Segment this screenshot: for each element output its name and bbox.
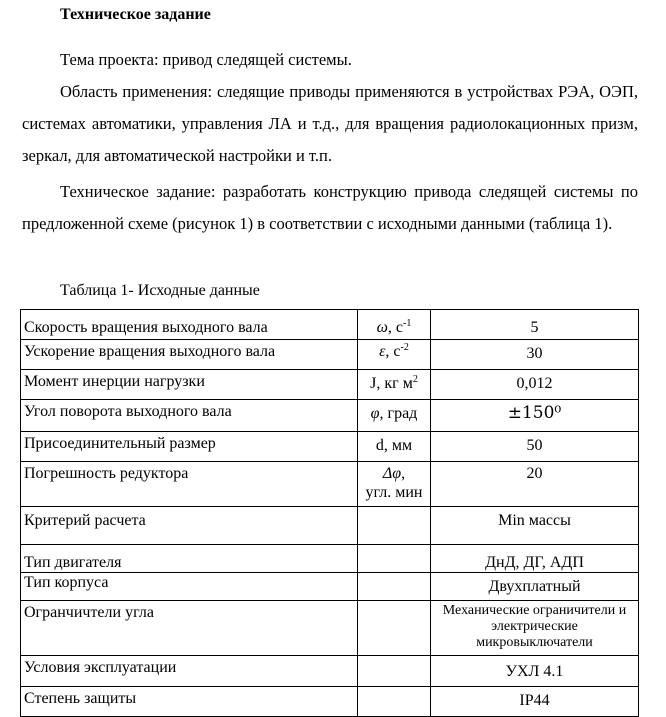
- table-row: [21, 573, 639, 601]
- value-cell: 5: [431, 310, 639, 340]
- document-heading: Техническое задание: [60, 6, 211, 23]
- table-row: [21, 545, 639, 573]
- param-cell: Огранчичтели угла: [21, 601, 358, 656]
- param-cell: Степень защиты: [21, 687, 358, 717]
- unit-cell: Δφ, угл. мин: [358, 462, 431, 507]
- table-row: [21, 400, 639, 432]
- table-row: [21, 687, 639, 717]
- value-cell: 0,012: [431, 370, 639, 400]
- unit-cell: [358, 601, 431, 656]
- param-cell: Ускорение вращения выходного вала: [21, 340, 358, 370]
- value-cell: УХЛ 4.1: [431, 656, 639, 687]
- value-cell: IP44: [431, 687, 639, 717]
- param-cell: Присоединительный размер: [21, 432, 358, 462]
- table-row: [21, 601, 639, 656]
- param-cell: Условия эксплуатации: [21, 656, 358, 687]
- unit-cell: [358, 656, 431, 687]
- unit-cell: [358, 573, 431, 601]
- param-cell: Погрешность редуктора: [21, 462, 358, 507]
- unit-cell: [358, 687, 431, 717]
- value-cell: ДнД, ДГ, АДП: [431, 545, 639, 573]
- param-cell: Тип двигателя: [21, 545, 358, 573]
- param-cell: Угол поворота выходного вала: [21, 400, 358, 432]
- table-row: [21, 370, 639, 400]
- table-caption: Таблица 1- Исходные данные: [60, 282, 260, 299]
- table-row: [21, 656, 639, 687]
- table-row: [21, 462, 639, 507]
- unit-cell: d, мм: [358, 432, 431, 462]
- value-cell: Min массы: [431, 507, 639, 545]
- param-cell: Тип корпуса: [21, 573, 358, 601]
- unit-cell: [358, 545, 431, 573]
- value-cell: ±150⁰: [431, 400, 639, 432]
- table-row: [21, 507, 639, 545]
- unit-cell: [358, 507, 431, 545]
- value-cell: 50: [431, 432, 639, 462]
- project-topic: Тема проекта: привод следящей системы.: [60, 50, 352, 69]
- unit-cell: φ, град: [358, 400, 431, 432]
- value-cell: 20: [431, 462, 639, 507]
- scope-paragraph: Область применения: следящие приводы применяются в устройствах РЭА, ОЭП, системах автоматики, управления ЛА и т.д., для вращения радиолокационных призм, зеркал, для автоматической настройки и т.п.: [22, 82, 638, 165]
- input-data-table: [20, 309, 639, 717]
- table-row: [21, 340, 639, 370]
- param-cell: Критерий расчета: [21, 507, 358, 545]
- task-paragraph: Техническое задание: разработать конструкцию привода следящей системы по предложенной схеме (рисунок 1) в соответствии с исходными данными (таблица 1).: [22, 182, 638, 233]
- table-row: [21, 310, 639, 340]
- param-cell: Скорость вращения выходного вала: [21, 310, 358, 340]
- unit-cell: ω, $с^{-1}$: [358, 310, 431, 340]
- unit-cell: ε, $с^{-2}$: [358, 340, 431, 370]
- value-cell: 30: [431, 340, 639, 370]
- table-row: [21, 432, 639, 462]
- param-cell: Момент инерции нагрузки: [21, 370, 358, 400]
- value-cell: Двухплатный: [431, 573, 639, 601]
- value-cell: Механические ограничители и электрические микровыключатели: [431, 601, 639, 656]
- unit-cell: J, кг $м^2$: [358, 370, 431, 400]
